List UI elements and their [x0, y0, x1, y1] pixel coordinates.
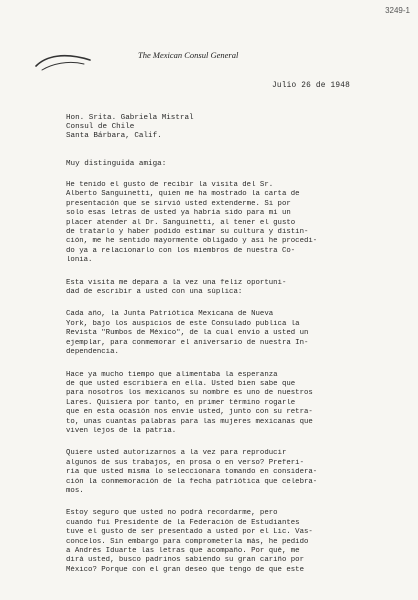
letter-date: Julio 26 de 1948: [272, 82, 351, 90]
text-line: Hace ya mucho tiempo que alimentaba la esperanza: [66, 370, 278, 379]
text-line: He tenido el gusto de recibir la visita del Sr.: [66, 181, 274, 189]
text-line: tuve el gusto de ser presentado a usted por el Lic. Vas-: [66, 528, 313, 537]
text-line: Quiere usted autorizarnos a la vez para reproducir: [66, 449, 287, 458]
text-line: do ya a relacionarlo con los miembros de nuestra Co-: [66, 246, 296, 255]
text-line: México? Porque con el gran deseo que tengo de que este: [66, 565, 304, 574]
text-line: viven lejos de la patria.: [66, 426, 177, 435]
paragraph: [66, 371, 392, 437]
paragraph: [66, 449, 392, 496]
text-line: ción la conmemoración de la fecha patriótica que celebra-: [66, 477, 318, 486]
text-line: Lares. Quisiera por tanto, en primer término rogarle: [66, 398, 296, 407]
text-line: Estoy seguro que usted no podrá recordarme, pero: [66, 509, 278, 518]
salutation: Muy distinguida amiga:: [66, 160, 167, 168]
address-line: Consul de Chile: [66, 123, 135, 132]
paragraph: [66, 310, 392, 357]
text-line: para nosotros los mexicanos su nombre es uno de nuestros: [66, 389, 313, 398]
text-line: to, unas cuantas palabras para las mujeres mexicanas que: [66, 417, 313, 426]
text-line: a Andrés Iduarte las letras que acompaño. Por qué, me: [66, 547, 300, 555]
text-line: dependencia.: [66, 348, 119, 357]
text-line: de que usted escribiera en ella. Usted bien sabe que: [66, 379, 296, 388]
text-line: de tratarlo y haber podido estimar su cultura y distin-: [66, 228, 309, 237]
text-line: dad de escribir a usted con una súplica:: [66, 288, 243, 297]
paragraph: [66, 181, 392, 266]
paragraph: [66, 509, 392, 575]
text-line: Alberto Sanguinetti, quien me ha mostrado la carta de: [66, 190, 300, 199]
text-line: Esta visita me depara a la vez una feliz oportuni-: [66, 278, 287, 287]
text-line: Cada año, la Junta Patriótica Mexicana de Nueva: [66, 310, 274, 319]
text-line: concelos. Sin embargo para comprometerla más, he pedido: [66, 537, 309, 546]
address-line: Hon. Srita. Gabriela Mistral: [66, 114, 194, 122]
text-line: placer atender al Dr. Sanguinetti, al tener el gusto: [66, 218, 296, 227]
letterhead-swoosh-icon: [34, 50, 94, 74]
recipient-address: [66, 114, 194, 142]
paragraph: [66, 279, 392, 298]
text-line: dirá usted, busco padrinos sabiendo su gran cariño por: [66, 556, 304, 565]
text-line: cuando fuí Presidente de la Federación de Estudiantes: [66, 518, 300, 527]
text-line: York, bajo los auspicios de este Consulado publica la: [66, 319, 300, 328]
text-line: lonia.: [66, 256, 93, 265]
letterhead-title: The Mexican Consul General: [138, 50, 239, 60]
text-line: ría que usted misma lo seleccionara tomando en considera-: [66, 468, 318, 477]
text-line: ejemplar, para conmemorar el aniversario de nuestra In-: [66, 338, 309, 347]
text-line: algunos de sus trabajos, en prosa o en verso? Preferi-: [66, 458, 304, 467]
text-line: mos.: [66, 486, 84, 495]
letter-body: [66, 181, 392, 588]
text-line: solo esas letras de usted ya habría sido para mí un: [66, 209, 291, 218]
text-line: Revista "Rumbos de México", de la cual envío a usted un: [66, 329, 309, 338]
archive-reference: 3249-1: [385, 6, 410, 15]
text-line: ción, me he sentido mayormente obligado y así he procedi-: [66, 237, 318, 246]
text-line: presentación que se sirvió usted extenderme. Si por: [66, 199, 291, 208]
text-line: que en esta ocasión nos envíe usted, junto con su retra-: [66, 408, 313, 417]
address-line: Santa Bárbara, Calif.: [66, 132, 162, 141]
